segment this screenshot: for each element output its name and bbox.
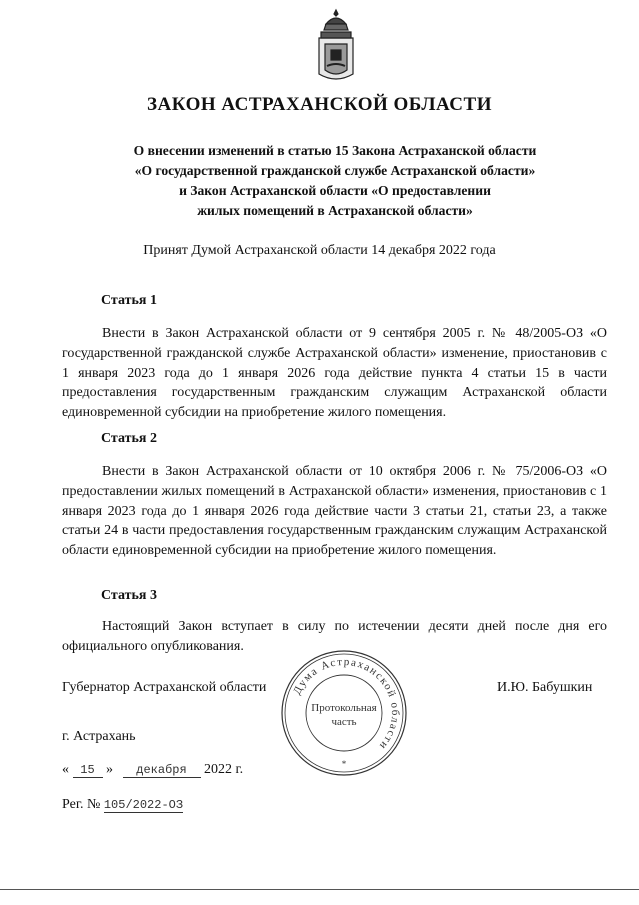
stamp-center-line2: часть bbox=[331, 716, 357, 728]
date-quote-open: « bbox=[62, 762, 69, 777]
date-quote-close: » bbox=[106, 762, 113, 777]
governor-name: И.Ю. Бабушкин bbox=[497, 680, 593, 695]
svg-text:*: * bbox=[341, 759, 347, 769]
article-3-heading: Статья 3 bbox=[101, 588, 157, 603]
article-2-heading: Статья 2 bbox=[101, 431, 157, 446]
article-1-text: Внести в Закон Астраханской области от 9 сентября 2005 г. № 48/2005-ОЗ «О государственной гражданской службе Астраханской области» изменение, приостановив с 1 января 2023 года до 1 января 2026 года действие пункта 4 статьи 15 в части предоставления государственным гражданским служащим Астраханской области единовременной субсидии на приобретение жилого помещения. bbox=[62, 326, 607, 421]
stamp-ring-text: Дума Астраханской области bbox=[291, 655, 402, 753]
subtitle-line: и Закон Астраханской области «О предоставлении bbox=[179, 183, 491, 198]
article-2-text: Внести в Закон Астраханской области от 10 октября 2006 г. № 75/2006-ОЗ «О предоставлении жилых помещений в Астраханской области» изменения, приостановив с 1 января 2023 года до 1 января 2026 года действие части 3 статьи 21, статьи 23, а также статьи 24 в части предоставления государственным гражданским служащим Астраханской области единовременной субсидии на приобретение жилого помещения. bbox=[62, 464, 607, 559]
registration-number-line bbox=[62, 797, 183, 813]
signing-date bbox=[62, 762, 243, 778]
law-title: ЗАКОН АСТРАХАНСКОЙ ОБЛАСТИ bbox=[147, 94, 492, 115]
reg-number: 105/2022-ОЗ bbox=[103, 798, 184, 812]
date-day: 15 bbox=[73, 763, 103, 778]
reg-label: Рег. № bbox=[62, 797, 101, 812]
subtitle-line: жилых помещений в Астраханской области» bbox=[197, 203, 473, 218]
subtitle-line: «О государственной гражданской службе Астраханской области» bbox=[134, 163, 536, 178]
official-stamp bbox=[280, 649, 408, 777]
city: г. Астрахань bbox=[62, 729, 136, 744]
adoption-statement: Принят Думой Астраханской области 14 декабря 2022 года bbox=[143, 243, 496, 258]
subtitle-line: О внесении изменений в статью 15 Закона Астраханской области bbox=[133, 143, 537, 158]
date-month: декабря bbox=[123, 763, 201, 778]
date-year: 2022 г. bbox=[204, 762, 244, 777]
governor-title: Губернатор Астраханской области bbox=[62, 680, 267, 695]
coat-of-arms-icon bbox=[309, 8, 363, 84]
stamp-center-line1: Протокольная bbox=[311, 702, 377, 714]
bottom-divider bbox=[0, 889, 639, 890]
law-subtitle bbox=[90, 141, 580, 221]
article-3-text: Настоящий Закон вступает в силу по истечении десяти дней после дня его официального опубликования. bbox=[62, 619, 607, 654]
article-1-heading: Статья 1 bbox=[101, 293, 157, 308]
